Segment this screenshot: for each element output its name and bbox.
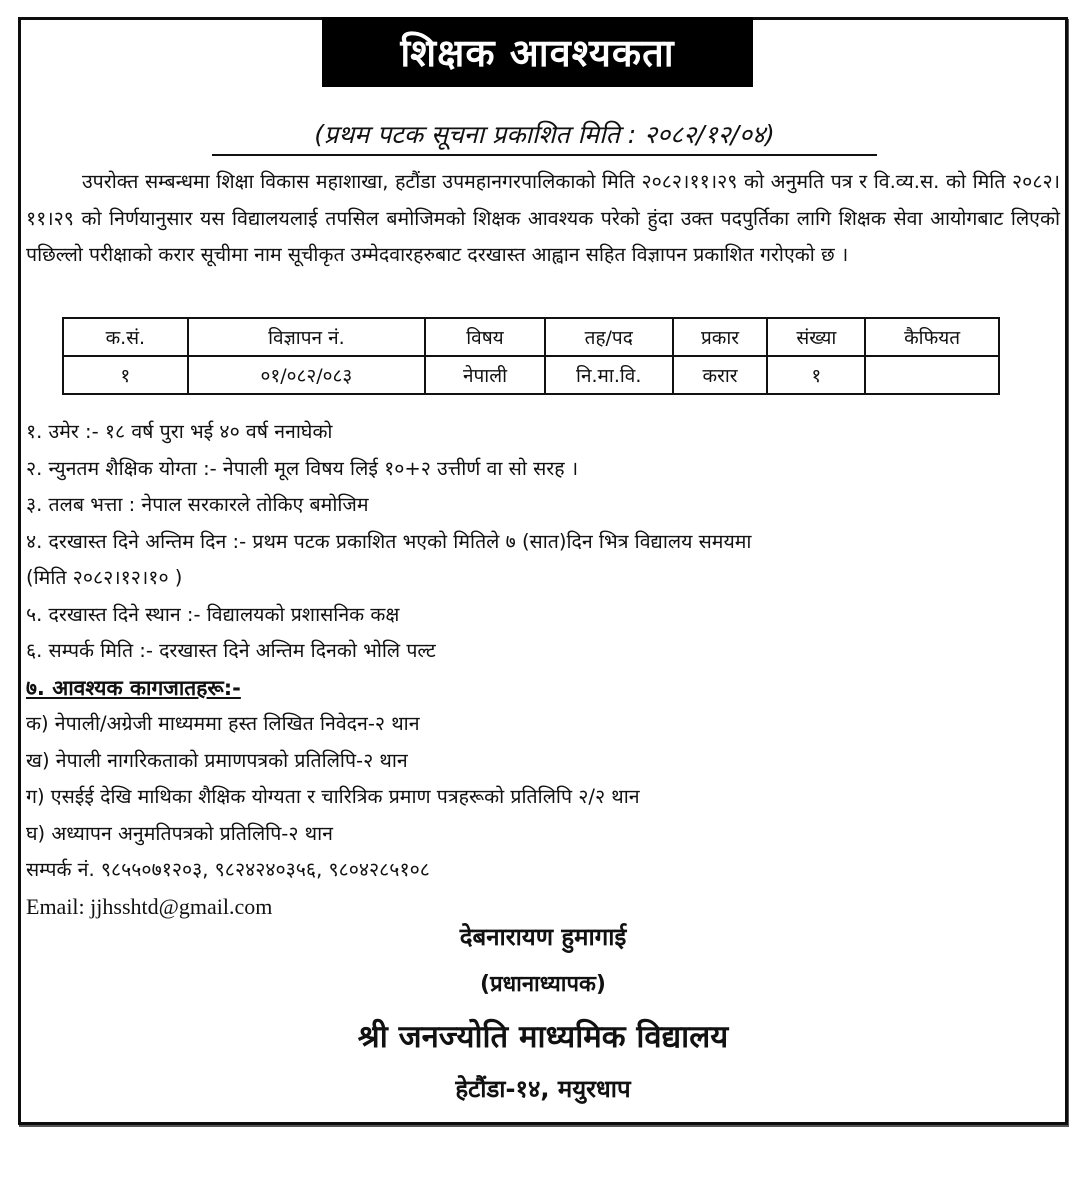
conditions-list [26,414,1060,925]
cell-remarks [865,356,999,394]
cell-ad-number: ०१/०८२/०८३ [188,356,425,394]
condition-contact-date: ६. सम्पर्क मिति :- दरखास्त दिने अन्तिम दिनको भोलि पल्ट [26,639,436,662]
contact-email: Email: jjhsshtd@gmail.com [26,893,273,919]
notice-title: शिक्षक आवश्यकता [400,31,675,75]
col-header-remarks: कैफियत [865,318,999,356]
condition-submission-place: ५. दरखास्त दिने स्थान :- विद्यालयको प्रशासनिक कक्ष [26,602,400,626]
signatory-role: (प्रधानाध्यापक) [480,972,606,997]
condition-salary: ३. तलब भत्ता : नेपाल सरकारले तोकिए बमोजिम [26,493,369,516]
col-header-subject: विषय [425,318,545,356]
signatory-name: देबनारायण हुमागाई [459,923,627,951]
document-item: घ) अध्यापन अनुमतिपत्रको प्रतिलिपि-२ थान [26,821,333,845]
document-item: क) नेपाली/अग्रेजी माध्यममा हस्त लिखित निवेदन-२ थान [26,712,420,735]
intro-paragraph: उपरोक्त सम्बन्धमा शिक्षा विकास महाशाखा, हटौंडा उपमहानगरपालिकाको मिति २०८२।११।२९ को अनुमति पत्र र वि.व्य.स. को मिति २०८२।११।२९ को निर्णयानुसार यस विद्यालयलाई तपसिल बमोजिमको शिक्षक आवश्यक परेको हुंदा उक्त पदपुर्तिका लागि शिक्षक सेवा आयोगबाट लिएको पछिल्लो परीक्षाको करार सूचीमा नाम सूचीकृत उम्मेदवारहरुबाट दरखास्त आह्वान सहित विज्ञापन प्रकाशित गरोएको छ । [26,170,1060,266]
col-header-count: संख्या [767,318,865,356]
document-item: ग) एसईई देखि माथिका शैक्षिक योग्यता र चारित्रिक प्रमाण पत्रहरूको प्रतिलिपि २/२ थान [26,785,640,808]
col-header-serial: क.सं. [63,318,188,356]
cell-level-post: नि.मा.वि. [545,356,673,394]
cell-type: करार [673,356,768,394]
vacancy-table [62,317,1000,395]
condition-qualification: २. न्युनतम शैक्षिक योग्ता :- नेपाली मूल विषय लिई १०+२ उत्तीर्ण वा सो सरह । [26,456,579,480]
table-row [63,356,999,394]
school-name: श्री जनज्योति माध्यमिक विद्यालय [357,1019,729,1055]
condition-deadline: ४. दरखास्त दिने अन्तिम दिन :- प्रथम पटक प्रकाशित भएको मितिले ७ (सात)दिन भित्र विद्यालय समयमा [26,529,752,553]
school-address: हेटौंडा-१४, मयुरधाप [455,1075,631,1103]
col-header-type: प्रकार [673,318,768,356]
document-item: ख) नेपाली नागरिकताको प्रमाणपत्रको प्रतिलिपि-२ थान [26,748,408,772]
cell-subject: नेपाली [425,356,545,394]
cell-serial: १ [63,356,188,394]
cell-count: १ [767,356,865,394]
publication-date-line: (प्रथम पटक सूचना प्रकाशित मिति : २०८२/१२/०४) [212,118,877,156]
contact-phones: सम्पर्क नं. ९८५५०७१२०३, ९८२४२४०३५६, ९८०४२८५१०८ [26,858,430,881]
col-header-ad-number: विज्ञापन नं. [188,318,425,356]
notice-title-banner [322,17,753,87]
condition-deadline-date: (मिति २०८२।१२।१० ) [26,566,183,589]
col-header-level-post: तह/पद [545,318,673,356]
table-header-row [63,318,999,356]
condition-age: १. उमेर :- १८ वर्ष पुरा भई ४० वर्ष ननाघेको [26,420,333,443]
documents-heading: ७. आवश्यक कागजातहरू:- [26,675,241,700]
